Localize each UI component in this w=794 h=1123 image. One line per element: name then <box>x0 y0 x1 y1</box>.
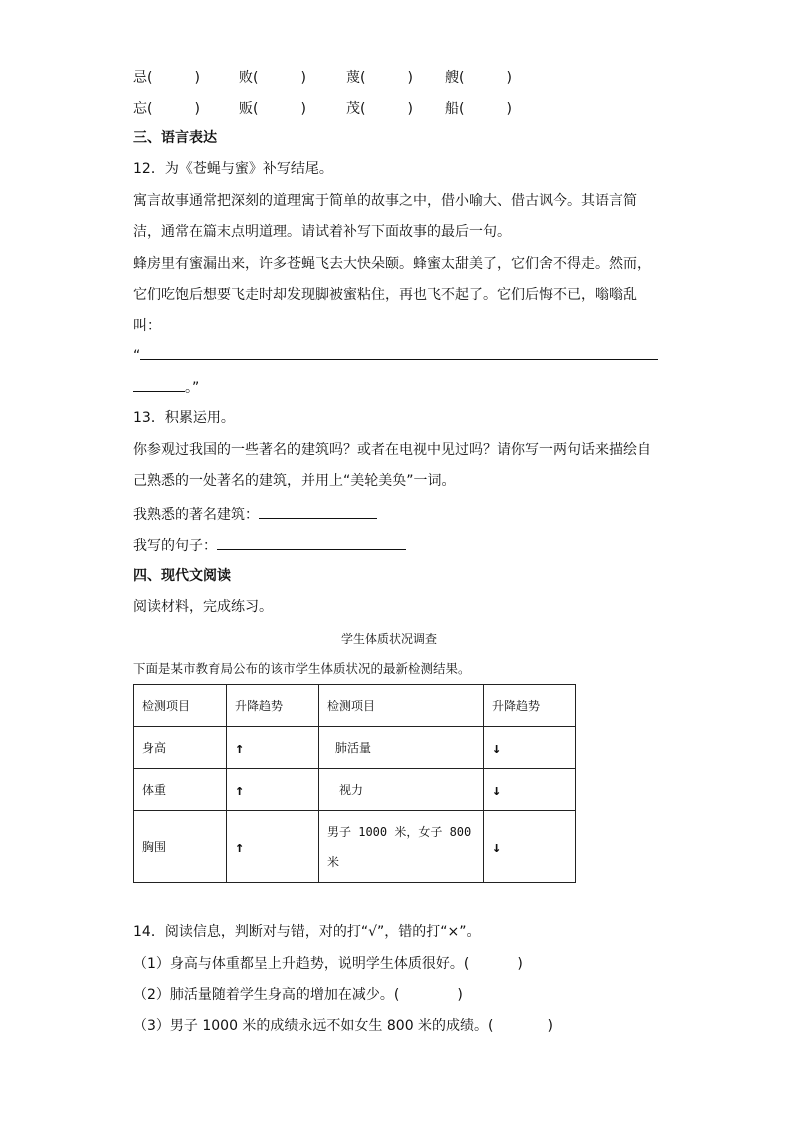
table-cell <box>319 811 484 883</box>
sentence-blank[interactable] <box>217 535 406 550</box>
q13-prompt-line: 己熟悉的一处著名的建筑，并用上“美轮美奂”一词。 <box>133 473 456 489</box>
char-item: 败( ) <box>239 70 306 86</box>
q12-answer-line-1 <box>133 345 658 366</box>
statement-text: （1）身高与体重都呈上升趋势，说明学生体质很好。( <box>133 956 470 972</box>
answer-blank[interactable] <box>140 345 658 360</box>
table-header-cell: 升降趋势 <box>484 685 576 727</box>
reading-instruction: 阅读材料，完成练习。 <box>133 599 273 615</box>
close-quote: 。” <box>185 380 200 396</box>
building-blank[interactable] <box>259 504 377 519</box>
close-paren: ) <box>517 956 523 972</box>
table-row <box>134 769 576 811</box>
section-heading: 三、语言表达 <box>133 130 217 146</box>
close-paren: ) <box>457 987 463 1003</box>
char-item: 蔑( ) <box>346 70 413 86</box>
q13-prompt-line: 你参观过我国的一些著名的建筑吗？或者在电视中见过吗？请你写一两句话来描绘自 <box>133 442 651 458</box>
q14-statement <box>133 985 463 1005</box>
table-cell-line: 米 <box>327 854 340 869</box>
trend-arrow-down: ↓ <box>484 769 576 811</box>
table-cell: 肺活量 <box>319 727 484 769</box>
char-row-2 <box>133 98 553 118</box>
question-13-title: 13．积累运用。 <box>133 410 235 426</box>
close-paren: ) <box>547 1018 553 1034</box>
answer-blank[interactable] <box>133 377 185 392</box>
material-title: 学生体质状况调查 <box>341 632 438 646</box>
q13-building-row <box>133 504 377 525</box>
trend-arrow-up: ↑ <box>227 769 319 811</box>
char-item: 忘( ) <box>133 101 200 117</box>
table-cell: 视力 <box>319 769 484 811</box>
table-header-cell: 检测项目 <box>134 685 227 727</box>
char-row-1 <box>133 67 553 87</box>
q12-answer-line-2 <box>133 377 199 398</box>
sentence-label: 我写的句子： <box>133 538 217 554</box>
trend-arrow-down: ↓ <box>484 811 576 883</box>
q12-story-line: 蜂房里有蜜漏出来，许多苍蝇飞去大快朵颐。蜂蜜太甜美了，它们舍不得走。然而， <box>133 256 651 272</box>
survey-table <box>133 684 576 883</box>
question-14-title: 14．阅读信息，判断对与错，对的打“√”，错的打“×”。 <box>133 924 481 940</box>
statement-text: （3）男子 1000 米的成绩永远不如女生 800 米的成绩。( <box>133 1018 494 1034</box>
table-row <box>134 727 576 769</box>
char-item: 艘( ) <box>445 70 512 86</box>
char-item: 忌( ) <box>133 70 200 86</box>
open-quote: “ <box>133 348 141 364</box>
table-cell: 身高 <box>134 727 227 769</box>
q12-intro-line: 洁，通常在篇末点明道理。请试着补写下面故事的最后一句。 <box>133 224 511 240</box>
table-header-row <box>134 685 576 727</box>
material-intro: 下面是某市教育局公布的该市学生体质状况的最新检测结果。 <box>133 661 471 676</box>
q12-story-line: 它们吃饱后想要飞走时却发现脚被蜜粘住，再也飞不起了。它们后悔不已，嗡嗡乱 <box>133 287 637 303</box>
section-heading: 四、现代文阅读 <box>133 568 231 584</box>
table-cell: 体重 <box>134 769 227 811</box>
table-cell-line: 男子 1000 米，女子 800 <box>327 824 472 839</box>
q12-story-line: 叫： <box>133 318 161 334</box>
trend-arrow-down: ↓ <box>484 727 576 769</box>
building-label: 我熟悉的著名建筑： <box>133 507 259 523</box>
table-cell: 胸围 <box>134 811 227 883</box>
table-header-cell: 检测项目 <box>319 685 484 727</box>
table-header-cell: 升降趋势 <box>227 685 319 727</box>
q12-intro-line: 寓言故事通常把深刻的道理寓于简单的故事之中，借小喻大、借古讽今。其语言简 <box>133 193 637 209</box>
statement-text: （2）肺活量随着学生身高的增加在减少。( <box>133 987 400 1003</box>
char-item: 船( ) <box>445 101 512 117</box>
question-12-title: 12．为《苍蝇与蜜》补写结尾。 <box>133 161 333 177</box>
q14-statement <box>133 954 523 974</box>
char-item: 茂( ) <box>346 101 413 117</box>
char-item: 贩( ) <box>239 101 306 117</box>
table-row <box>134 811 576 883</box>
q14-statement <box>133 1016 553 1036</box>
q13-sentence-row <box>133 535 406 556</box>
trend-arrow-up: ↑ <box>227 727 319 769</box>
trend-arrow-up: ↑ <box>227 811 319 883</box>
